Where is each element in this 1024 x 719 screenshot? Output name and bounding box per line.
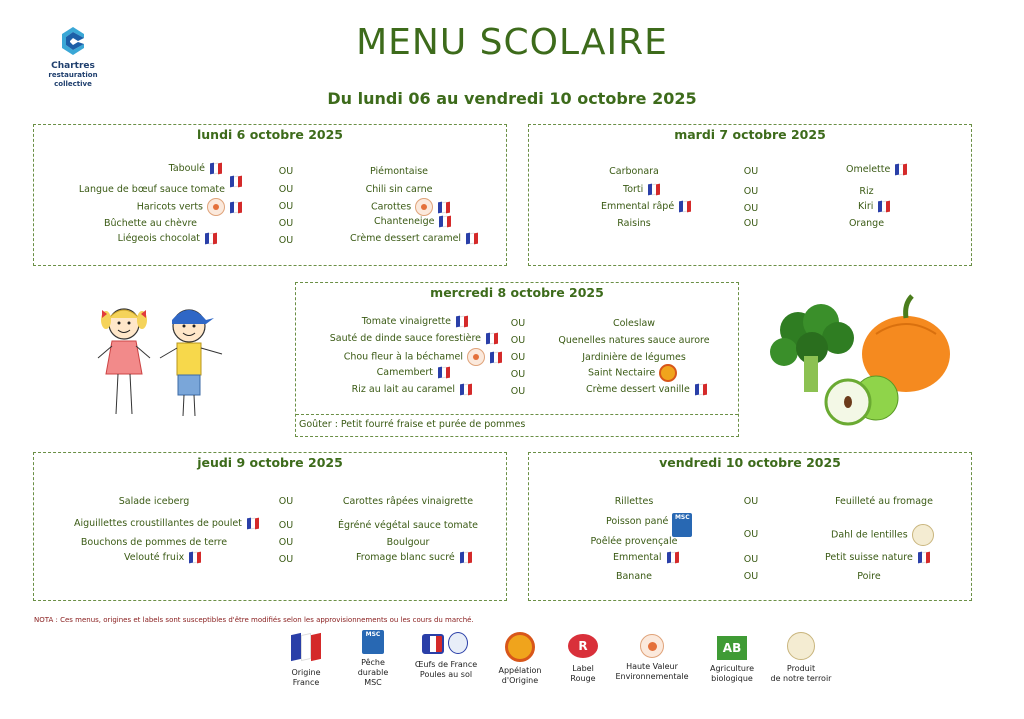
or-label: OU [510,386,526,397]
or-label: OU [278,554,294,565]
day-box-tuesday [528,124,972,266]
legend-oeufs-france: Œufs de France Poules au sol [408,630,484,680]
vegetables-illustration [766,294,952,426]
menu-item: Emmental râpé [601,201,693,213]
day-title: mardi 7 octobre 2025 [674,127,826,142]
or-label: OU [510,335,526,346]
or-label: OU [510,369,526,380]
france-flag-icon [229,202,244,213]
or-label: OU [743,554,759,565]
menu-item: Emmental [613,552,681,564]
terroir-icon [912,524,934,546]
france-flag-icon [188,552,203,563]
menu-item: Riz [859,186,874,197]
menu-item: Raisins [617,218,651,229]
menu-item: Torti [623,184,662,196]
menu-item: Boulgour [386,537,430,548]
menu-item: Coleslaw [612,318,656,329]
france-flag-icon [666,552,681,563]
or-label: OU [743,203,759,214]
menu-item: Crème dessert caramel [350,233,480,245]
menu-item: Chou fleur à la béchamel [344,348,504,366]
france-flag-icon [465,233,480,244]
children-illustration [94,296,234,422]
menu-item: Poire [857,571,881,582]
or-label: OU [510,352,526,363]
france-flag-icon [229,176,244,187]
menu-item: Rillettes [614,496,654,507]
menu-item: Camembert [377,367,452,379]
legend-terroir: Produit de notre terroir [768,632,834,684]
msc-icon: MSC [362,630,384,654]
page-title: MENU SCOLAIRE [356,22,668,63]
menu-item: Langue de bœuf sauce tomate [79,176,244,188]
or-label: OU [278,496,294,507]
logo-line1: Chartres [51,61,95,71]
menu-item: Orange [848,218,885,229]
menu-item: Tomate vinaigrette [362,316,470,328]
or-label: OU [278,166,294,177]
menu-item: Chili sin carne [365,184,433,195]
terroir-icon [787,632,815,660]
menu-item: Poêlée provençale [590,536,678,547]
france-flag-icon [289,634,323,660]
menu-item: Égréné végétal sauce tomate [337,520,479,531]
france-flag-icon [204,233,219,244]
menu-item: Bouchons de pommes de terre [80,537,228,548]
or-label: OU [743,496,759,507]
france-flag-icon [917,552,932,563]
eggs-france-icon [422,630,470,656]
day-box-thursday [33,452,507,601]
logo-line3: collective [54,80,92,88]
day-box-monday [33,124,507,266]
or-label: OU [278,184,294,195]
menu-item: Piémontaise [369,166,429,177]
menu-item: Aiguillettes croustillantes de poulet [74,518,261,530]
menu-item: Velouté fruix [124,552,203,564]
menu-item: Salade iceberg [118,496,190,507]
menu-item: Sauté de dinde sauce forestière [330,333,500,345]
legend-msc: MSC Pêche durable MSC [357,631,389,687]
menu-item: Crème dessert vanille [586,384,709,396]
or-label: OU [278,218,294,229]
nota-text: NOTA : Ces menus, origines et labels sont susceptibles d'être modifiés selon les approvisionnements ou les cours du marché. [34,616,474,624]
legend-bio: AB Agriculture biologique [702,636,762,684]
menu-item: Chanteneige [374,216,453,228]
or-label: OU [278,537,294,548]
france-flag-icon [678,201,693,212]
hve-icon [640,634,664,658]
hve-icon [415,198,433,216]
menu-item: Fromage blanc sucré [356,552,474,564]
menu-item: Banane [615,571,653,582]
day-title: lundi 6 octobre 2025 [196,127,343,142]
france-flag-icon [877,201,892,212]
logo-line2: restauration [48,71,98,79]
france-flag-icon [438,216,453,227]
legend-origine-france: Origine France [278,634,334,688]
or-label: OU [743,571,759,582]
aop-icon [659,364,677,382]
france-flag-icon [459,384,474,395]
legend-label-rouge: R Label Rouge [560,634,606,684]
ab-bio-icon: AB [717,636,747,660]
or-label: OU [278,235,294,246]
menu-item: Kiri [858,201,892,213]
menu-item: Dahl de lentilles [831,524,934,546]
legend-aop: Appélation d'Origine [494,632,546,686]
hve-icon [467,348,485,366]
aop-icon [505,632,535,662]
france-flag-icon [489,352,504,363]
france-flag-icon [485,333,500,344]
msc-icon: MSC [672,513,692,537]
menu-item: Poisson pané MSC [606,513,692,537]
france-flag-icon [209,163,224,174]
france-flag-icon [437,367,452,378]
page-subtitle: Du lundi 06 au vendredi 10 octobre 2025 [327,89,697,108]
france-flag-icon [459,552,474,563]
day-title: jeudi 9 octobre 2025 [197,455,343,470]
menu-item: Riz au lait au caramel [352,384,474,396]
menu-item: Feuilleté au fromage [835,496,933,507]
hve-icon [207,198,225,216]
or-label: OU [743,186,759,197]
france-flag-icon [647,184,662,195]
menu-item: Omelette [846,164,909,176]
france-flag-icon [437,202,452,213]
label-rouge-icon: R [568,634,598,658]
menu-item: Saint Nectaire [588,364,677,382]
france-flag-icon [894,164,909,175]
menu-item: Carottes râpées vinaigrette [342,496,474,507]
menu-item: Bûchette au chèvre [103,218,197,229]
day-title: vendredi 10 octobre 2025 [659,455,841,470]
or-label: OU [743,218,759,229]
or-label: OU [743,166,759,177]
menu-item: Haricots verts [137,198,244,216]
or-label: OU [278,520,294,531]
or-label: OU [510,318,526,329]
menu-item: Quenelles natures sauce aurore [558,335,710,346]
france-flag-icon [455,316,470,327]
day-title: mercredi 8 octobre 2025 [430,285,604,300]
france-flag-icon [246,518,261,529]
menu-item: Taboulé [169,163,224,175]
menu-item: Carottes [371,198,452,216]
menu-item: Carbonara [609,166,659,177]
snack-note: Goûter : Petit fourré fraise et purée de pommes [299,419,526,430]
menu-item: Jardinière de légumes [582,352,686,363]
france-flag-icon [694,384,709,395]
legend-hve: Haute Valeur Environnementale [614,634,690,682]
menu-item: Petit suisse nature [825,552,932,564]
menu-item: Liégeois chocolat [118,233,219,245]
day-box-friday [528,452,972,601]
day-box-wednesday [295,282,739,437]
or-label: OU [278,201,294,212]
or-label: OU [743,529,759,540]
